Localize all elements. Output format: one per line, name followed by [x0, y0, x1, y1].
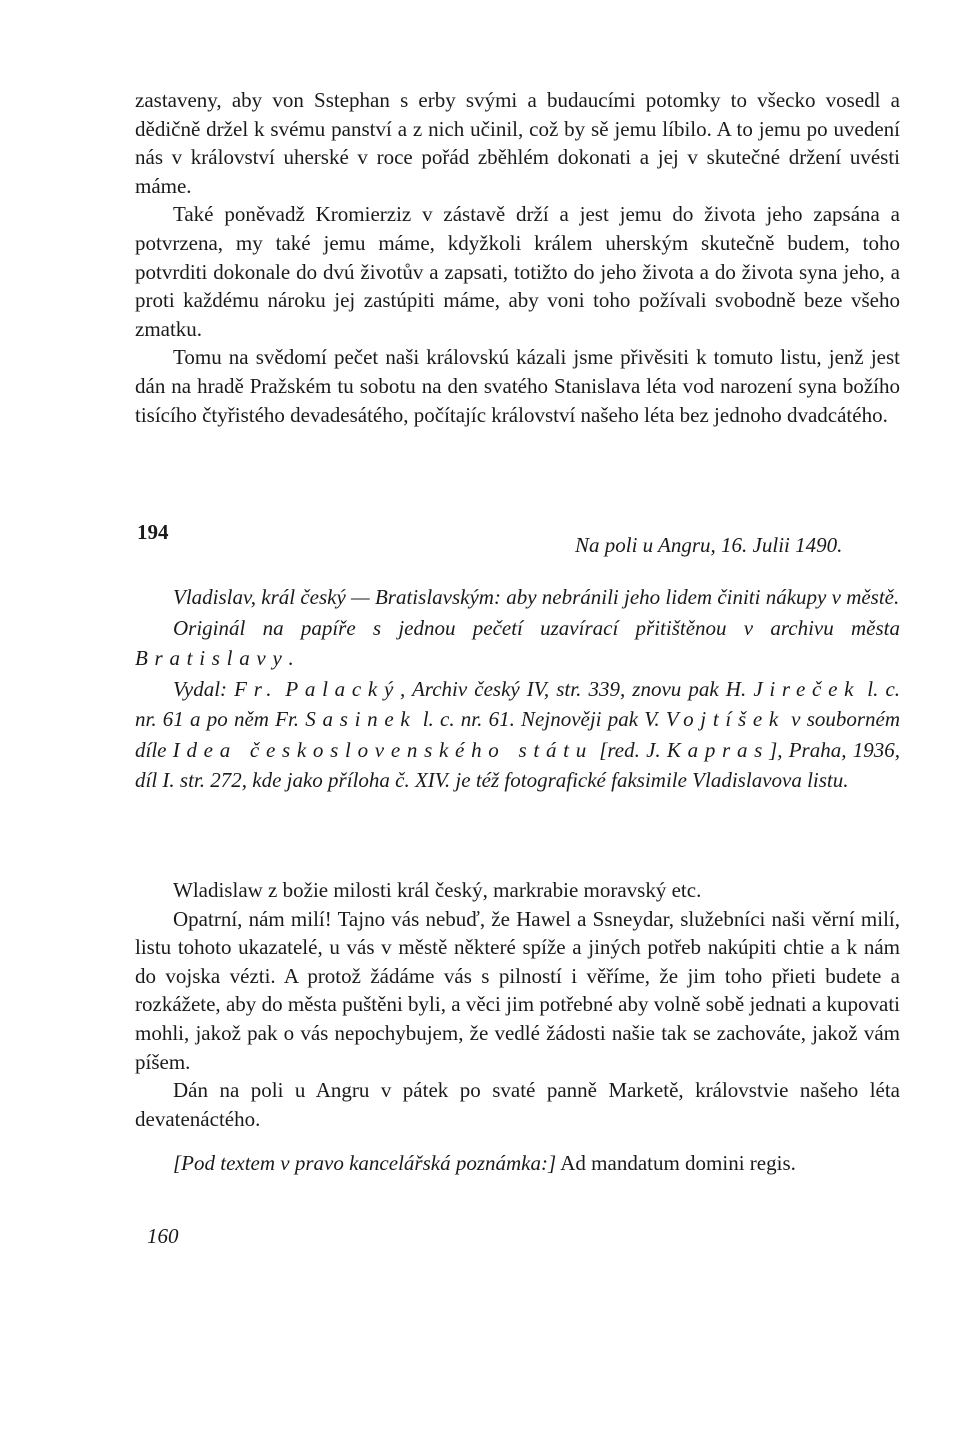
letter-intitulation: Wladislaw z božie milosti král český, markrabie moravský etc. [173, 878, 702, 902]
edition-idea: Idea československého státu [172, 737, 593, 762]
edition-vojtisek: Vojtíšek [665, 707, 785, 731]
regest-summary: Vladislav, král český — Bratislavským: aby nebránili jeho lidem činiti nákupy v městě. [173, 585, 900, 609]
original-city: Bratislavy [135, 646, 289, 670]
edition-praha: ], Praha, 1936, díl I. str. 272, kde jako příloha č. XIV. je též fotografické faksimile Vladislavova listu. [135, 737, 900, 792]
letter-dating: Dán na poli u Angru v pátek po svaté panně Marketě, královstvie našeho léta devatenáctého. [135, 1078, 900, 1131]
chancery-note-label: [Pod textem v pravo kancelářská poznámka:] [173, 1151, 557, 1176]
document-number: 194 [137, 520, 169, 544]
edition-nejnoveji: l. c. nr. 61. Nejnověji pak V. [422, 707, 660, 731]
original-text: Originál na papíře s jednou pečetí uzavírací přitištěnou v archivu města [173, 615, 900, 640]
edition-fr: Fr. [234, 676, 279, 701]
page-number: 160 [147, 1224, 179, 1248]
document-dateline: Na poli u Angru, 16. Julii 1490. [575, 533, 843, 557]
paragraph-kromeriz: Také poněvadž Kromierziz v zástavě drží a jest jemu do života jeho zapsána a potvrzena, my také jemu máme, kdyžkoli králem uherským skutečně budem, toho potvrditi dokonale do dvú životův a zapsati, totižto do jeho života a do života syna jeho, a proti každému nároku jej zastúpiti máme, aby voni toho požívali svobodně beze všeho zmatku. [135, 202, 900, 341]
chancery-note [135, 1149, 900, 1178]
edition-sasinek: Sasinek [305, 707, 417, 731]
letter-text [135, 876, 900, 1178]
chancery-note-text: Ad mandatum domini regis. [556, 1151, 796, 1176]
edition-nr61: l. c. nr. 61 a po něm Fr. [135, 676, 901, 731]
edition-red: [red. J. [599, 737, 661, 762]
paragraph-continuation: zastaveny, aby von Sstephan s erby svými a budaucími potomky to všecko vosedl a dědičně držel k svému panství a z nich učinil, což by sě jemu líbilo. A to jemu po uvedení nás v království uherské v roce pořád zběhlém dokonati a jej v skutečné držení uvésti máme. [135, 88, 900, 198]
regest [135, 582, 900, 796]
paragraph-corroboration: Tomu na svědomí pečet naši královskú kázali jsme přivěsiti k tomuto listu, jenž jest dán na hradě Pražském tu sobotu na den svatého Stanislava léta vod narození syna božího tisícího čtyřistého devadesátého, počítajíc království našeho léta bez jednoho dvadcátého. [135, 345, 900, 427]
letter-body: Opatrní, nám milí! Tajno vás nebuď, že Hawel a Ssneydar, služebníci naši věrní milí, listu tohoto ukazatelé, u vás v městě některé spíže a jiných potřeb nakúpiti chtie a k nám do vojska vézti. A protož žádáme vás s pilností i věříme, že jim toho přieti budete a rozkážete, aby do města puštěni byli, a věci jim potřebné aby volně sobě jednati a kupovati mohli, jakož pak o vás nepochybujem, že vedlé žádosti našie tak se zachováte, jakož vám píšem. [135, 906, 900, 1074]
edition-jirecek: Jireček [753, 676, 861, 701]
regest-edition [135, 674, 900, 796]
regest-original [135, 613, 900, 674]
edition-soubor: v souborném díle [135, 707, 901, 762]
edition-kapras: Kapras [666, 737, 770, 762]
edition-label: Vydal: [173, 676, 228, 701]
edition-palacky: Palacký [285, 676, 401, 701]
original-end: . [288, 646, 294, 670]
top-text [135, 86, 900, 429]
edition-archiv: , Archiv český IV, str. 339, znovu pak H. [400, 676, 747, 701]
